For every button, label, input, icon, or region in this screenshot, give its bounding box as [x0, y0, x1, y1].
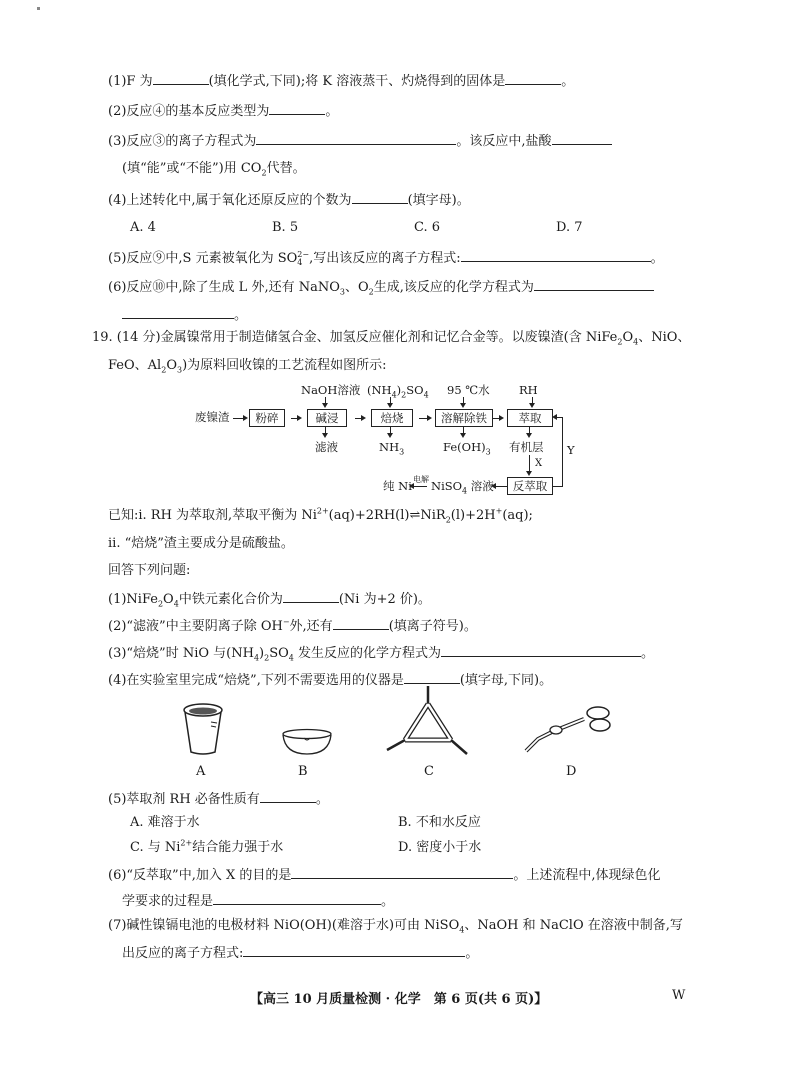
- pure-nickel: 纯 Ni: [383, 479, 412, 493]
- q19-4: (4)在实验室里完成“焙烧”,下列不需要选用的仪器是 (填字母,下同)。: [108, 673, 553, 688]
- q19-6-cont: 学要求的过程是 。: [122, 894, 395, 909]
- answer-blank[interactable]: [552, 132, 612, 145]
- q19-3: (3)“焙烧”时 NiO 与$(NH_4)_2SO_4$ 发生反应的化学方程式为 。: [108, 646, 655, 663]
- prev-q3: (3)反应③的离子方程式为 。该反应中,盐酸: [108, 132, 612, 150]
- q19-intro: 19. (14 分)金属镍常用于制造储氢合金、加氢反应催化剂和记忆合金等。以废镍渣(含 $NiFe_2O_4$、NiO、: [92, 330, 691, 347]
- evaporating-dish-icon: [280, 728, 334, 756]
- output-ammonia: $NH_3$: [379, 440, 405, 457]
- q19-5-option-d: D. 密度小于水: [398, 840, 482, 855]
- apparatus-label-a: A: [196, 764, 206, 779]
- clay-triangle-icon: [385, 686, 471, 758]
- answer-blank[interactable]: [243, 944, 465, 957]
- prev-q6: (6)反应⑩中,除了生成 L 外,还有 NaNO$_3$、$O_2$生成,该反应的化学方程式为: [108, 278, 654, 296]
- answer-blank[interactable]: [352, 191, 408, 204]
- answer-blank[interactable]: [441, 644, 641, 657]
- process-flow-diagram: [195, 383, 595, 498]
- output-filtrate: 滤液: [315, 440, 338, 454]
- step-extract: 萃取: [507, 409, 553, 427]
- step-dissolve-remove-iron: 溶解除铁: [435, 409, 493, 427]
- apparatus-label-b: B: [298, 764, 308, 779]
- answer-blank[interactable]: [404, 671, 460, 684]
- q19-5-option-c: C. 与 $Ni^{2+}$结合能力强于水: [130, 838, 284, 855]
- reagent-x: X: [535, 458, 543, 469]
- answer-blank[interactable]: [505, 72, 561, 85]
- prev-q4-option-d: D. 7: [556, 220, 583, 235]
- answer-blank[interactable]: [333, 617, 389, 630]
- q19-5: (5)萃取剂 RH 必备性质有 。: [108, 792, 329, 807]
- scan-mark: [37, 7, 40, 10]
- electrolysis-label: 电解: [413, 475, 429, 484]
- nickel-sulfate-solution: NiSO$_4$ 溶液: [431, 479, 494, 496]
- prev-q1: (1)F 为 (填化学式,下同);将 K 溶液蒸干、灼烧得到的固体是 。: [108, 74, 575, 89]
- page-footer: 【高三 10 月质量检测 · 化学 第 6 页(共 6 页)】: [250, 992, 548, 1007]
- answer-prompt: 回答下列问题:: [108, 563, 191, 578]
- footer-mark: W: [672, 988, 686, 1003]
- step-roast: 焙烧: [371, 409, 413, 427]
- output-organic-layer: 有机层: [509, 440, 544, 454]
- q19-7-cont: 出反应的离子方程式: 。: [122, 946, 479, 961]
- answer-blank[interactable]: [213, 892, 381, 905]
- q19-2: (2)“滤液”中主要阴离子除 OH−外,还有 (填离子符号)。: [108, 617, 477, 634]
- answer-blank[interactable]: [461, 249, 651, 262]
- q19-5-option-b: B. 不和水反应: [398, 815, 481, 830]
- answer-blank[interactable]: [256, 132, 456, 145]
- apparatus-label-d: D: [566, 764, 577, 779]
- prev-q3-cont: (填“能”或“不能”)用 $CO_2$代替。: [122, 161, 306, 178]
- input-hot-water: 95 ℃水: [447, 383, 490, 397]
- answer-blank[interactable]: [153, 72, 209, 85]
- known-ii: ⅱ. “焙烧”渣主要成分是硫酸盐。: [108, 536, 294, 551]
- step-back-extract: 反萃取: [507, 477, 553, 495]
- input-rh: RH: [519, 383, 538, 397]
- prev-q5: (5)反应⑨中,S 元素被氧化为 SO 2− 4 ,写出该反应的离子方程式: 。: [108, 249, 664, 267]
- start-material: 废镍渣: [195, 410, 230, 424]
- prev-q6-cont: 。: [122, 306, 247, 324]
- q19-intro-cont: FeO、$Al_2O_3$)为原料回收镍的工艺流程如图所示:: [108, 358, 387, 375]
- step-alkali-leach: 碱浸: [307, 409, 347, 427]
- prev-q2: (2)反应④的基本反应类型为 。: [108, 104, 339, 119]
- q19-7: (7)碱性镍镉电池的电极材料 NiO(OH)(难溶于水)可由 NiSO$_4$、NaOH 和 NaClO 在溶液中制备,写: [108, 918, 683, 935]
- output-iron-hydroxide: $Fe(OH)_3$: [443, 440, 491, 457]
- step-crush: 粉碎: [249, 409, 285, 427]
- prev-q4-option-c: C. 6: [414, 220, 441, 235]
- answer-blank[interactable]: [534, 278, 654, 291]
- q19-6: (6)“反萃取”中,加入 X 的目的是 。上述流程中,体现绿色化: [108, 868, 661, 883]
- input-ammonium-sulfate: $(NH_4)_2SO_4$: [367, 383, 429, 400]
- answer-blank[interactable]: [122, 306, 234, 319]
- answer-blank[interactable]: [291, 866, 513, 879]
- known-i: 已知:ⅰ. RH 为萃取剂,萃取平衡为 $Ni^{2+}(aq)+2RH(l)\rightleftharpoons NiR_2(l)+2H^+(aq)$;: [108, 506, 533, 525]
- prev-q4-option-a: A. 4: [130, 220, 156, 235]
- prev-q4: (4)上述转化中,属于氧化还原反应的个数为 (填字母)。: [108, 193, 470, 208]
- prev-q4-option-b: B. 5: [272, 220, 299, 235]
- q19-5-option-a: A. 难溶于水: [130, 815, 200, 830]
- answer-blank[interactable]: [260, 790, 316, 803]
- apparatus-label-c: C: [424, 764, 434, 779]
- crucible-tongs-icon: [524, 705, 616, 755]
- input-naoh: NaOH溶液: [301, 383, 361, 397]
- answer-blank[interactable]: [283, 590, 339, 603]
- recycle-y: Y: [567, 443, 575, 457]
- crucible-icon: [180, 702, 226, 756]
- q19-1: $(1)NiFe_2O_4$中铁元素化合价为 (Ni 为+2 价)。: [108, 592, 431, 609]
- answer-blank[interactable]: [269, 102, 325, 115]
